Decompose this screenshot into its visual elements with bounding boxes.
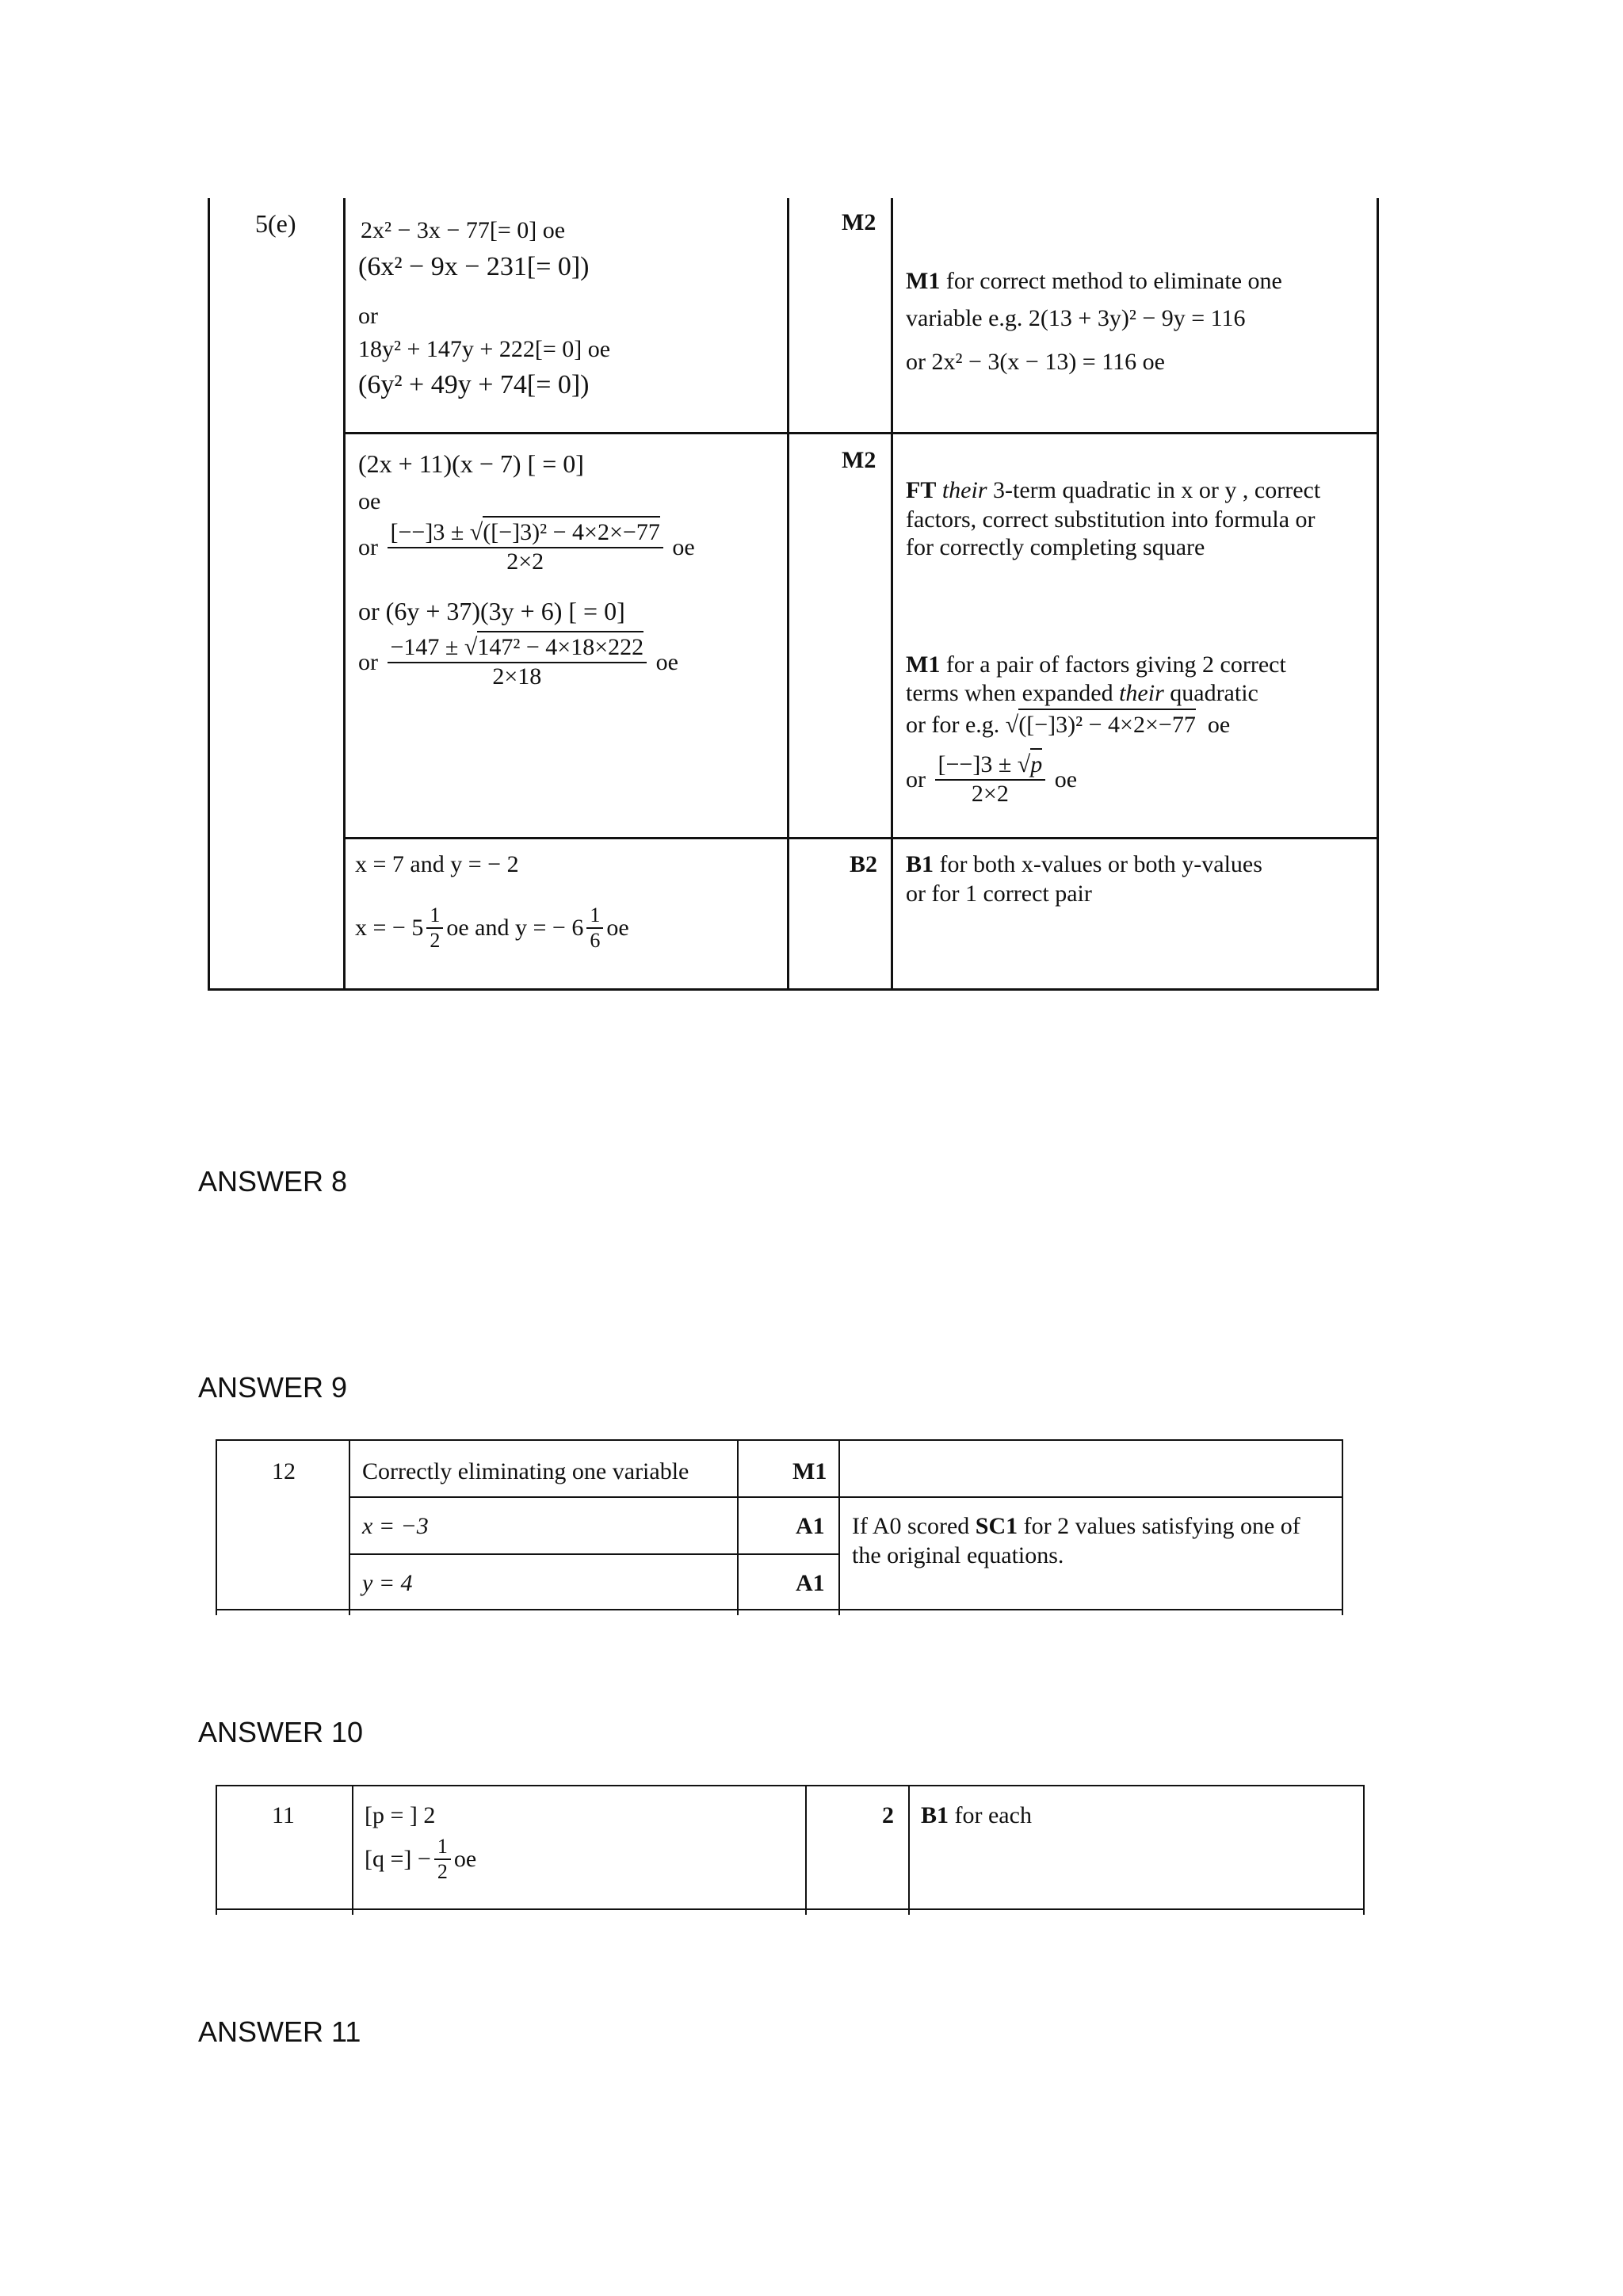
table-border	[343, 837, 1379, 839]
guidance-line: factors, correct substitution into formula or	[906, 506, 1316, 533]
table-border	[1377, 198, 1379, 991]
answer-line: y = 4	[362, 1570, 413, 1596]
question-number: 11	[272, 1802, 295, 1828]
guidance-line: terms when expanded their quadratic	[906, 680, 1258, 706]
guidance-line: M1 for a pair of factors giving 2 correct	[906, 651, 1286, 678]
question-number: 12	[272, 1458, 296, 1484]
formula-line: or $\frac{\text{[−−]3 ± √([−]3)² − 4×2×−77}}{2\times 2}$ oe	[358, 519, 695, 575]
table-border	[208, 988, 1379, 991]
table-border	[1363, 1785, 1365, 1915]
table-border	[343, 432, 1379, 434]
answer-line: [p = ] 2	[365, 1802, 436, 1828]
answer-heading: ANSWER 9	[198, 1371, 348, 1404]
table-border	[343, 198, 346, 991]
answer-line: 2x² − 3x − 77[= 0] oe	[361, 217, 566, 243]
mark: A1	[796, 1513, 825, 1539]
answer-line: or (6y + 37)(3y + 6) [ = 0]	[358, 597, 625, 625]
guidance-line: FT their 3-term quadratic in x or y , correct	[906, 477, 1321, 503]
fraction: $\frac{\text{−147 ± √147² − 4×18×222}}{2\times 18}$	[388, 634, 647, 690]
answer-heading: ANSWER 10	[198, 1716, 364, 1748]
table-border	[216, 1908, 1365, 1910]
table-border	[349, 1439, 350, 1615]
answer-line: [q =] − $\frac{1}{2}$ oe	[365, 1835, 477, 1883]
answer-heading: ANSWER 8	[198, 1165, 348, 1198]
answer-line: (6y² + 49y + 74[= 0])	[358, 370, 590, 399]
answer-line: x = −3	[362, 1513, 429, 1539]
answer-heading: ANSWER 11	[198, 2015, 361, 2048]
table-border	[216, 1785, 217, 1915]
table-border	[216, 1785, 1365, 1786]
table-border	[349, 1496, 1343, 1498]
table-border	[1342, 1439, 1343, 1615]
table-border	[891, 198, 893, 991]
guidance-line: B1 for each	[921, 1802, 1032, 1828]
mark: 2	[882, 1802, 894, 1828]
guidance-line: or for 1 correct pair	[906, 881, 1092, 907]
table-border	[216, 1609, 1343, 1610]
question-number: 5(e)	[255, 209, 296, 238]
guidance-line: If A0 scored SC1 for 2 values satisfying one of	[852, 1513, 1300, 1539]
table-border	[787, 198, 789, 991]
table-border	[805, 1785, 807, 1915]
table-border	[352, 1785, 353, 1915]
guidance-line: or $\frac{[--]3 \pm √p}{2\times 2}$ oe	[906, 751, 1077, 808]
mark: M2	[842, 447, 876, 473]
answer-line: (6x² − 9x − 231[= 0])	[358, 252, 590, 281]
table-border	[737, 1439, 739, 1615]
table-border	[838, 1439, 840, 1615]
or-text: or	[358, 303, 378, 329]
table-border	[216, 1439, 217, 1615]
answer-line: 18y² + 147y + 222[= 0] oe	[358, 336, 611, 362]
guidance-line: for correctly completing square	[906, 534, 1205, 560]
mark: A1	[796, 1570, 825, 1596]
answer-line: (2x + 11)(x − 7) [ = 0]	[358, 449, 584, 478]
answer-line: x = 7 and y = − 2	[355, 851, 519, 877]
guidance-line: or 2x² − 3(x − 13) = 116 oe	[906, 349, 1165, 375]
table-border	[208, 198, 210, 991]
guidance-line: the original equations.	[852, 1542, 1064, 1568]
mark: M1	[792, 1458, 827, 1484]
guidance-line: M1 for correct method to eliminate one	[906, 268, 1282, 294]
guidance-line: variable e.g. 2(13 + 3y)² − 9y = 116	[906, 305, 1246, 331]
table-border	[349, 1553, 840, 1555]
answer-line: x = − 5 $\frac{1}{2}$ oe and y = − 6 $\frac{1}{6}$ oe	[355, 904, 629, 952]
answer-line: Correctly eliminating one variable	[362, 1458, 689, 1484]
formula-line: or $\frac{\text{−147 ± √147² − 4×18×222}}{2\times 18}$ oe	[358, 634, 678, 690]
fraction: $\frac{\text{[−−]3 ± √([−]3)² − 4×2×−77}}{2\times 2}$	[388, 519, 663, 575]
mark: B2	[850, 851, 878, 877]
table-border	[908, 1785, 910, 1915]
answer-line: oe	[358, 488, 381, 514]
table-border	[216, 1439, 1343, 1441]
guidance-line: B1 for both x-values or both y-values	[906, 851, 1262, 877]
guidance-line: or for e.g. √([−]3)² − 4×2×−77 oe	[906, 710, 1230, 739]
fraction: $\frac{[--]3 \pm √p}{2\times 2}$	[935, 751, 1046, 808]
mark: M2	[842, 209, 876, 235]
